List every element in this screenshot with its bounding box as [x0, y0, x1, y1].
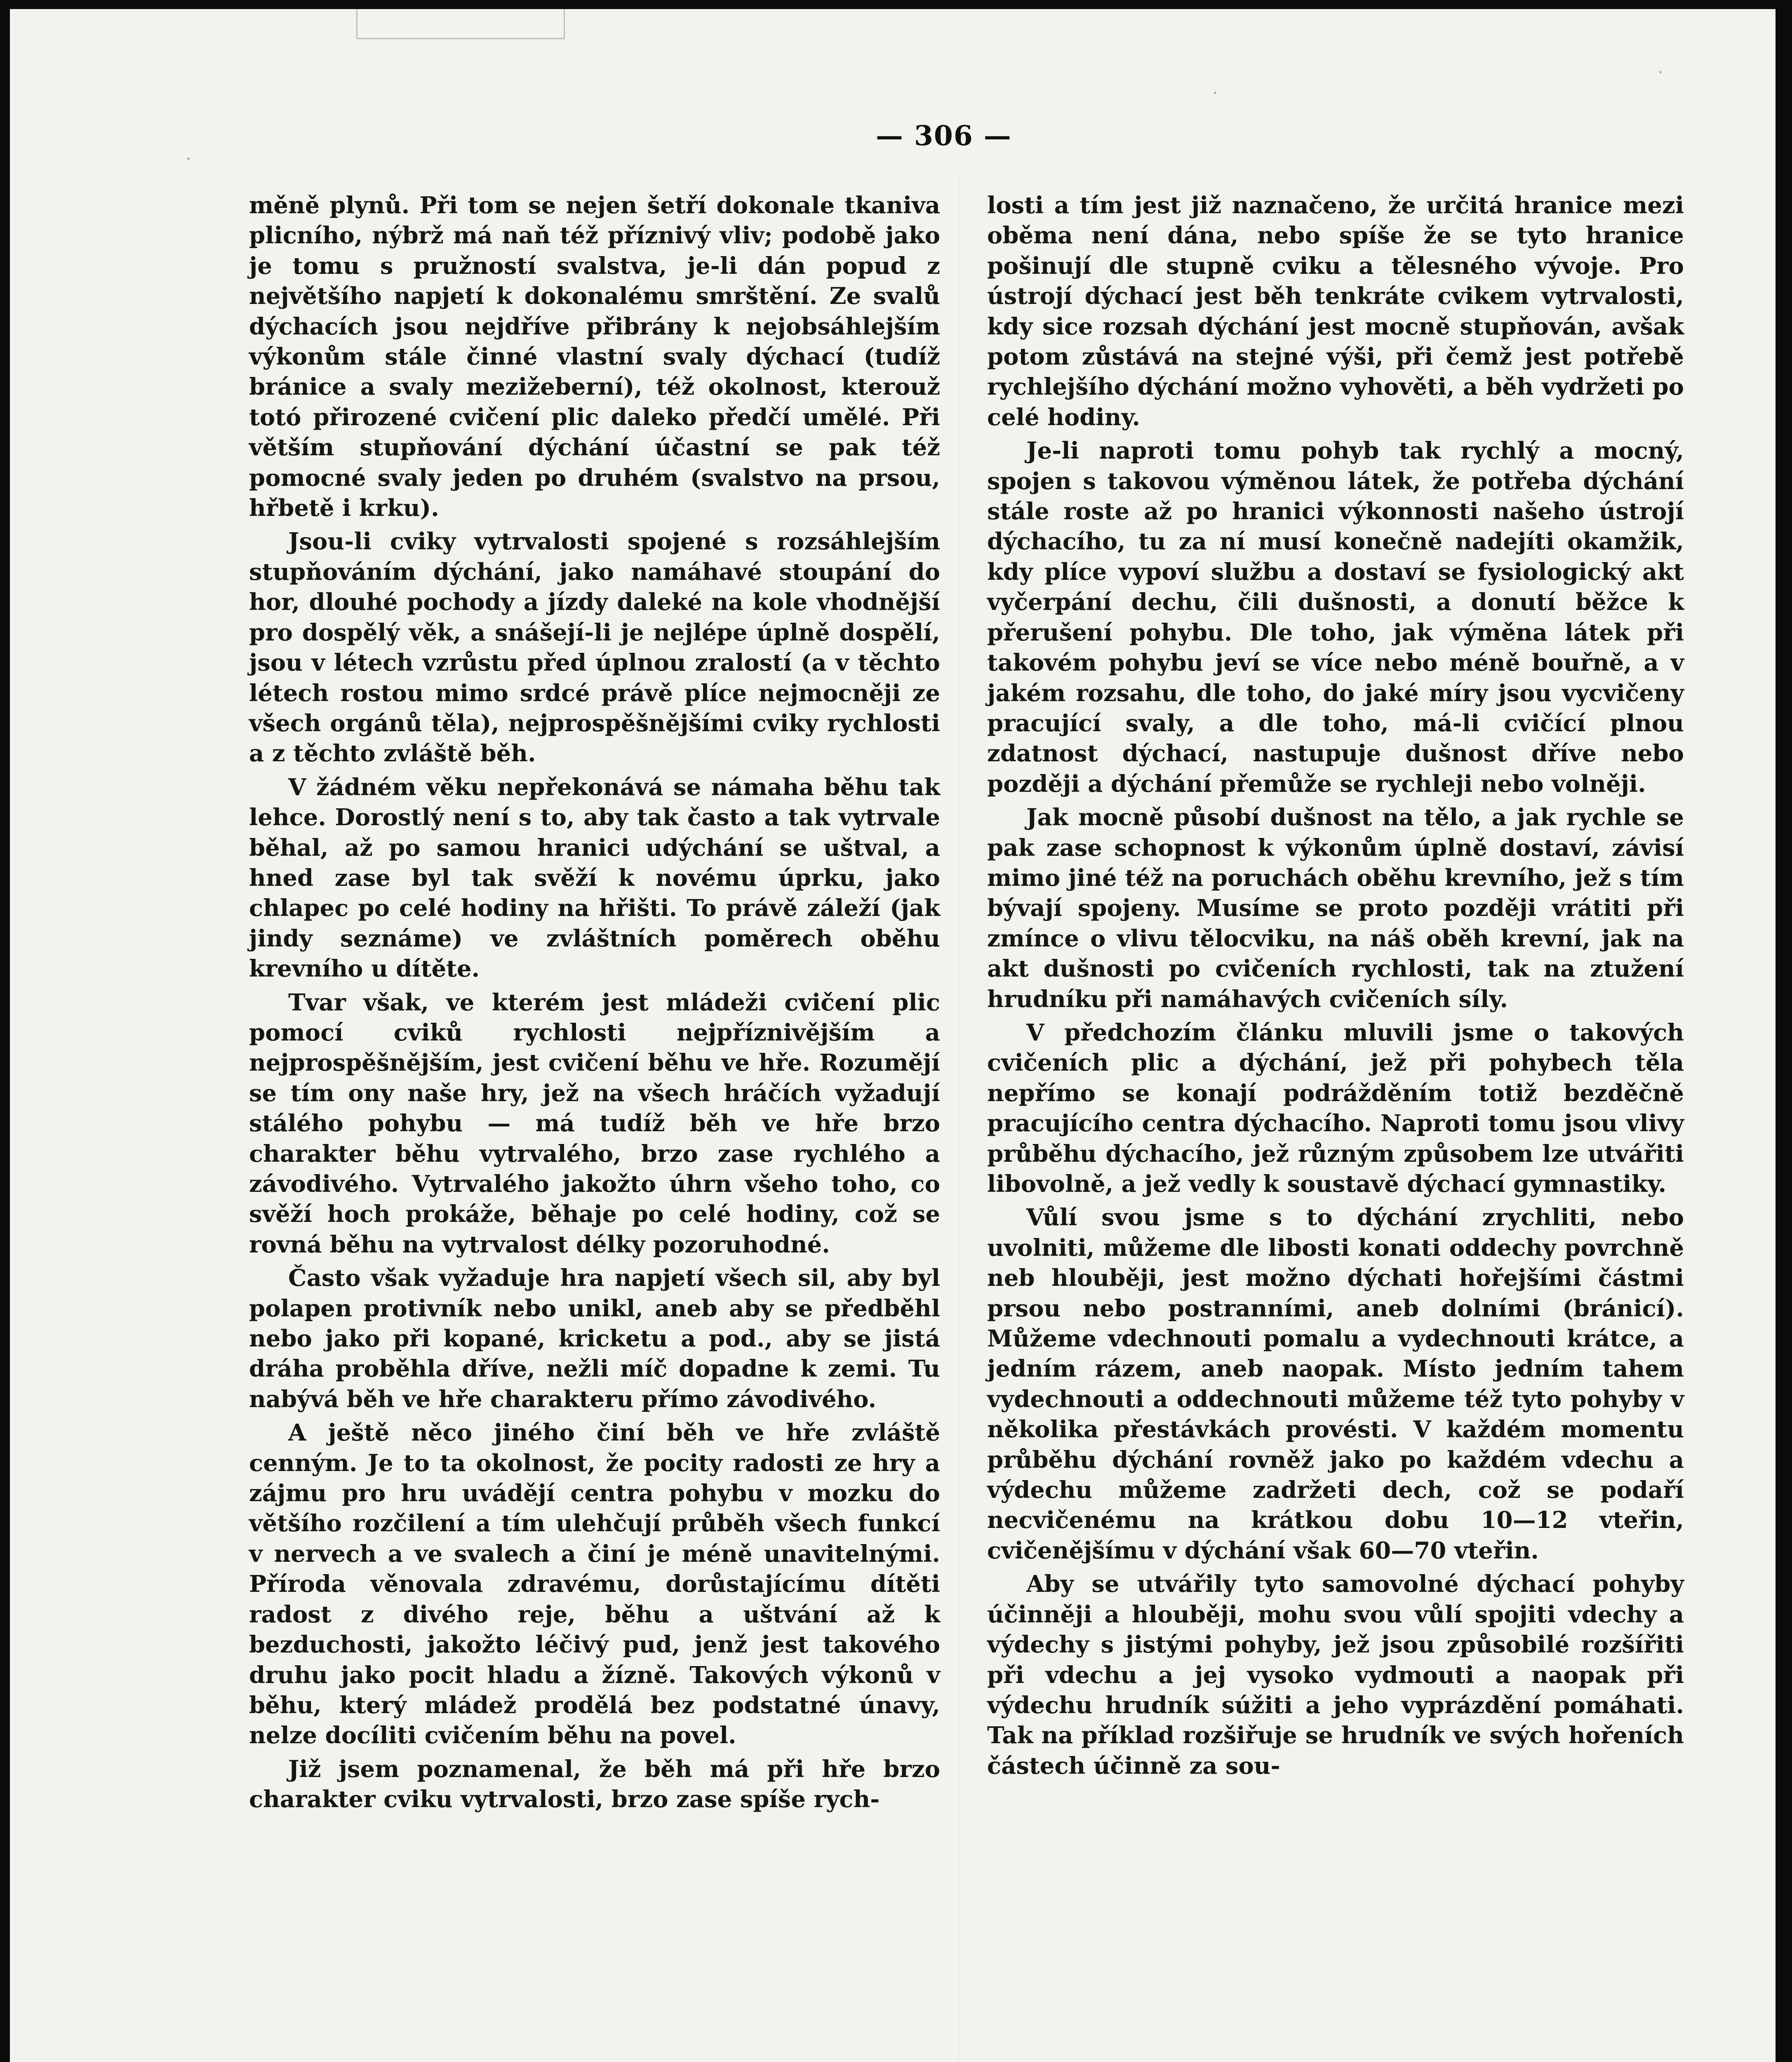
- paragraph: Jak mocně působí dušnost na tělo, a jak rychle se pak zase schopnost k výkonům úplně dostaví, závisí mimo jiné též na poruchách oběhu krevního, jež s tím bývají spojeny. Musíme se proto později vrátiti při zmínce o vlivu tělocviku, na náš oběh krevní, jak na akt dušnosti po cvičeních rychlosti, tak na ztužení hrudníku při namáhavých cvičeních síly.: [987, 804, 1684, 1013]
- paragraph: V žádném věku nepřekonává se námaha běhu tak lehce. Dorostlý není s to, aby tak často a tak vytrvale běhal, až po samou hranici udýchání se uštval, a hned zase byl tak svěží k novému úprku, jako chlapec po celé hodiny na hřišti. To právě záleží (jak jindy seznáme) ve zvláštních poměrech oběhu krevního u dítěte.: [249, 773, 940, 983]
- paragraph: V předchozím článku mluvili jsme o takových cvičeních plic a dýchání, jež při pohybech těla nepřímo se konají podrážděním totiž bezděčně pracujícího centra dýchacího. Naproti tomu jsou vlivy průběhu dýchacího, jež různým způsobem lze utvářiti libovolně, a jež vedly k soustavě dýchací gymnastiky.: [987, 1019, 1684, 1198]
- right-column: [987, 191, 1684, 1781]
- scanned-page: [10, 9, 1776, 2062]
- page-number: — 306 —: [876, 120, 1012, 152]
- print-speck: [1214, 92, 1216, 94]
- paragraph: Aby se utvářily tyto samovolné dýchací pohyby účinněji a hlouběji, mohu svou vůlí spojiti vdechy a výdechy s jistými pohyby, jež jsou způsobilé rozšířiti při vdechu a jej vysoko vydmouti a naopak při výdechu hrudník súžiti a jeho vyprázdění pomáhati. Tak na příklad rozšiřuje se hrudník ve svých hořeních částech účinně za sou-: [987, 1570, 1684, 1780]
- paragraph: Je-li naproti tomu pohyb tak rychlý a mocný, spojen s takovou výměnou látek, že potřeba dýchání stále roste až po hranici výkonnosti našeho ústrojí dýchacího, tu za ní musí konečně nadejíti okamžik, kdy plíce vypoví službu a dostaví se fysiologický akt vyčerpání dechu, čili dušnosti, a donutí běžce k přerušení pohybu. Dle toho, jak výměna látek při takovém pohybu jeví se více nebo méně bouřně, a v jakém rozsahu, dle toho, do jaké míry jsou vycvičeny pracující svaly, a dle toho, má-li cvičící plnou zdatnost dýchací, nastupuje dušnost dříve nebo později a dýchání přemůže se rychleji nebo volněji.: [987, 437, 1684, 798]
- column-gutter: [958, 174, 959, 2062]
- print-speck: [187, 158, 190, 160]
- print-speck: [1659, 71, 1662, 73]
- paragraph: A ještě něco jiného činí běh ve hře zvláště cenným. Je to ta okolnost, že pocity radosti ze hry a zájmu pro hru uvádějí centra pohybu v mozku do většího rozčilení a tím ulehčují průběh všech funkcí v nervech a ve svalech a činí je méně unavitelnými. Příroda věnovala zdravému, dorůstajícímu dítěti radost z divého reje, běhu a uštvání až k bezduchosti, jakožto léčivý pud, jenž jest takového druhu jako pocit hladu a žízně. Takových výkonů v běhu, který mládež prodělá bez podstatné únavy, nelze docíliti cvičením běhu na povel.: [249, 1419, 940, 1749]
- left-column: [249, 191, 940, 1815]
- paragraph: losti a tím jest již naznačeno, že určitá hranice mezi oběma není dána, nebo spíše že se tyto hranice pošinují dle stupně cviku a tělesného vývoje. Pro ústrojí dýchací jest běh tenkráte cvikem vytrvalosti, kdy sice rozsah dýchání jest mocně stupňován, avšak potom zůstává na stejné výši, při čemž jest potřebě rychlejšího dýchání možno vyhověti, a běh vydržeti po celé hodiny.: [987, 192, 1684, 431]
- paragraph: Tvar však, ve kterém jest mládeži cvičení plic pomocí cviků rychlosti nejpříznivějším a nejprospěšnějším, jest cvičení běhu ve hře. Rozumějí se tím ony naše hry, jež na všech hráčích vyžadují stálého pohybu — má tudíž běh ve hře brzo charakter běhu vytrvalého, brzo zase rychlého a závodivého. Vytrvalého jakožto úhrn všeho toho, co svěží hoch prokáže, běhaje po celé hodiny, což se rovná běhu na vytrvalost délky pozoruhodné.: [249, 989, 940, 1258]
- paragraph: měně plynů. Při tom se nejen šetří dokonale tkaniva plicního, nýbrž má naň též příznivý vliv; podobě jako je tomu s pružností svalstva, je-li dán popud z největšího napjetí k dokonalému smrštění. Ze svalů dýchacích jsou nejdříve přibrány k nejobsáhlejším výkonům stále činné vlastní svaly dýchací (tudíž bránice a svaly mezižeberní), též okolnost, kterouž totó přirozené cvičení plic daleko předčí umělé. Při větším stupňování dýchání účastní se pak též pomocné svaly jeden po druhém (svalstvo na prsou, hřbetě i krku).: [249, 192, 940, 522]
- paragraph: Často však vyžaduje hra napjetí všech sil, aby byl polapen protivník nebo unikl, aneb aby se předběhl nebo jako při kopané, kricketu a pod., aby se jistá dráha proběhla dříve, nežli míč dopadne k zemi. Tu nabývá běh ve hře charakteru přímo závodivého.: [249, 1264, 940, 1413]
- paragraph: Již jsem poznamenal, že běh má při hře brzo charakter cviku vytrvalosti, brzo zase spíše rych-: [249, 1755, 940, 1813]
- paragraph: Jsou-li cviky vytrvalosti spojené s rozsáhlejším stupňováním dýchání, jako namáhavé stoupání do hor, dlouhé pochody a jízdy daleké na kole vhodnější pro dospělý věk, a snášejí-li je nejlépe úplně dospělí, jsou v létech vzrůstu před úplnou zralostí (a v těchto létech rostou mimo srdcé právě plíce nejmocněji ze všech orgánů těla), nejprospěšnějšími cviky rychlosti a z těchto zvláště běh.: [249, 528, 940, 767]
- library-stamp-mark: [356, 9, 565, 39]
- paragraph: Vůlí svou jsme s to dýchání zrychliti, nebo uvolniti, můžeme dle libosti konati oddechy povrchně neb hlouběji, jest možno dýchati hořejšími částmi prsou nebo postranními, aneb dolními (bránicí). Můžeme vdechnouti pomalu a vydechnouti krátce, a jedním rázem, aneb naopak. Místo jedním tahem vydechnouti a oddechnouti můžeme též tyto pohyby v několika přestávkách provésti. V každém momentu průběhu dýchání rovněž jako po každém vdechu a výdechu můžeme zadržeti dech, což se podaří necvičenému na krátkou dobu 10—12 vteřin, cvičenějšímu v dýchání však 60—70 vteřin.: [987, 1204, 1684, 1564]
